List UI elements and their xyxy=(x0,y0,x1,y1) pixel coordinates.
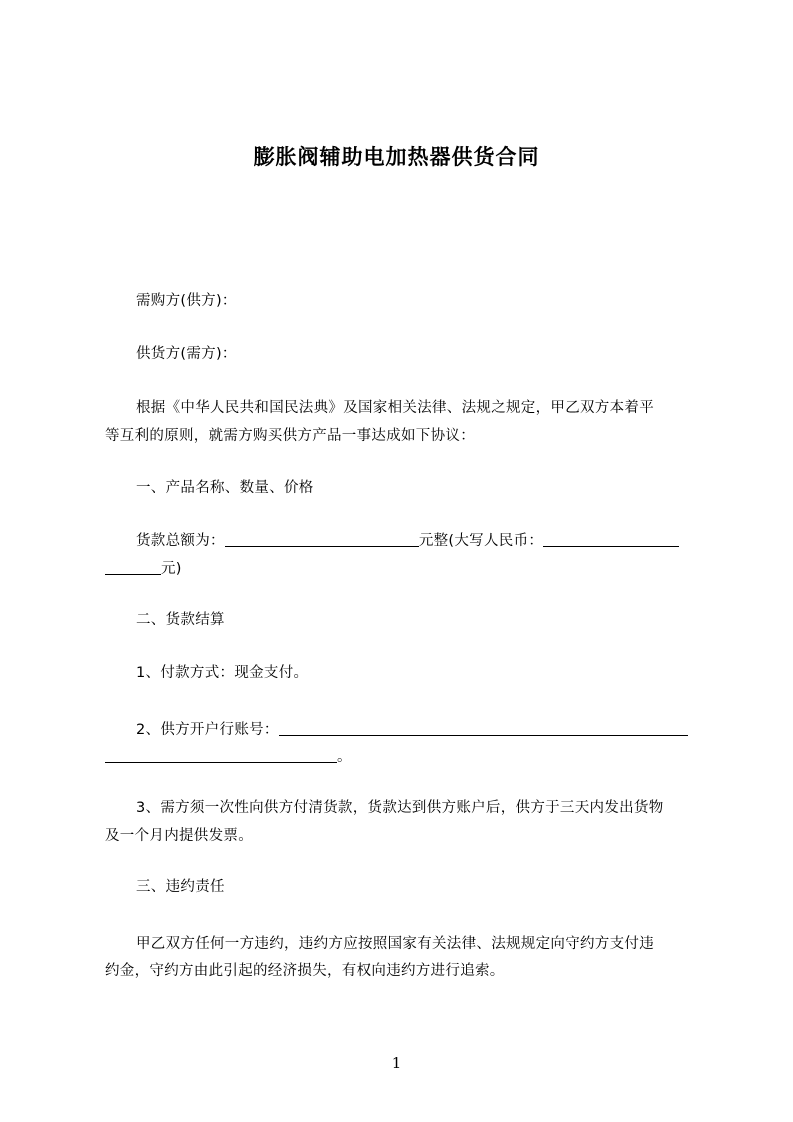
total-label: 货款总额为： xyxy=(136,533,225,549)
total-uppercase-blank-cont xyxy=(105,559,161,575)
document-title: 膨胀阀辅助电加热器供货合同 xyxy=(253,145,540,169)
account-line-2 xyxy=(105,741,705,774)
section-2-heading: 二、货款结算 xyxy=(136,612,225,628)
breach-line-1: 甲乙双方任何一方违约，违约方应按照国家有关法律、法规规定向守约方支付违 xyxy=(136,936,654,952)
payment-method: 1、付款方式：现金支付。 xyxy=(136,665,309,681)
clause-3-line-2: 及一个月内提供发票。 xyxy=(105,828,253,844)
section-1-heading: 一、产品名称、数量、价格 xyxy=(136,480,314,496)
account-label: 2、供方开户行账号： xyxy=(136,722,279,738)
preamble-line-2: 等互利的原则，就需方购买供方产品一事达成如下协议： xyxy=(105,428,475,444)
buyer-label: 需购方(供方)： xyxy=(136,293,237,309)
account-end: 。 xyxy=(337,749,352,765)
page-number: 1 xyxy=(391,1054,402,1072)
account-blank xyxy=(279,720,688,736)
total-uppercase-blank xyxy=(543,531,679,547)
total-end: 元) xyxy=(161,561,182,577)
total-amount-blank xyxy=(225,531,419,547)
breach-line-2: 约金，守约方由此引起的经济损失，有权向违约方进行追索。 xyxy=(105,963,505,979)
seller-label: 供货方(需方)： xyxy=(136,346,237,362)
clause-3-line-1: 3、需方须一次性向供方付清货款，货款达到供方账户后，供方于三天内发出货物 xyxy=(136,800,664,816)
section-3-heading: 三、违约责任 xyxy=(136,879,225,895)
total-amount-line-2 xyxy=(105,553,705,586)
total-suffix: 元整(大写人民币： xyxy=(418,533,544,549)
account-blank-cont xyxy=(105,747,337,763)
preamble-line-1: 根据《中华人民共和国民法典》及国家相关法律、法规之规定，甲乙双方本着平 xyxy=(136,400,654,416)
